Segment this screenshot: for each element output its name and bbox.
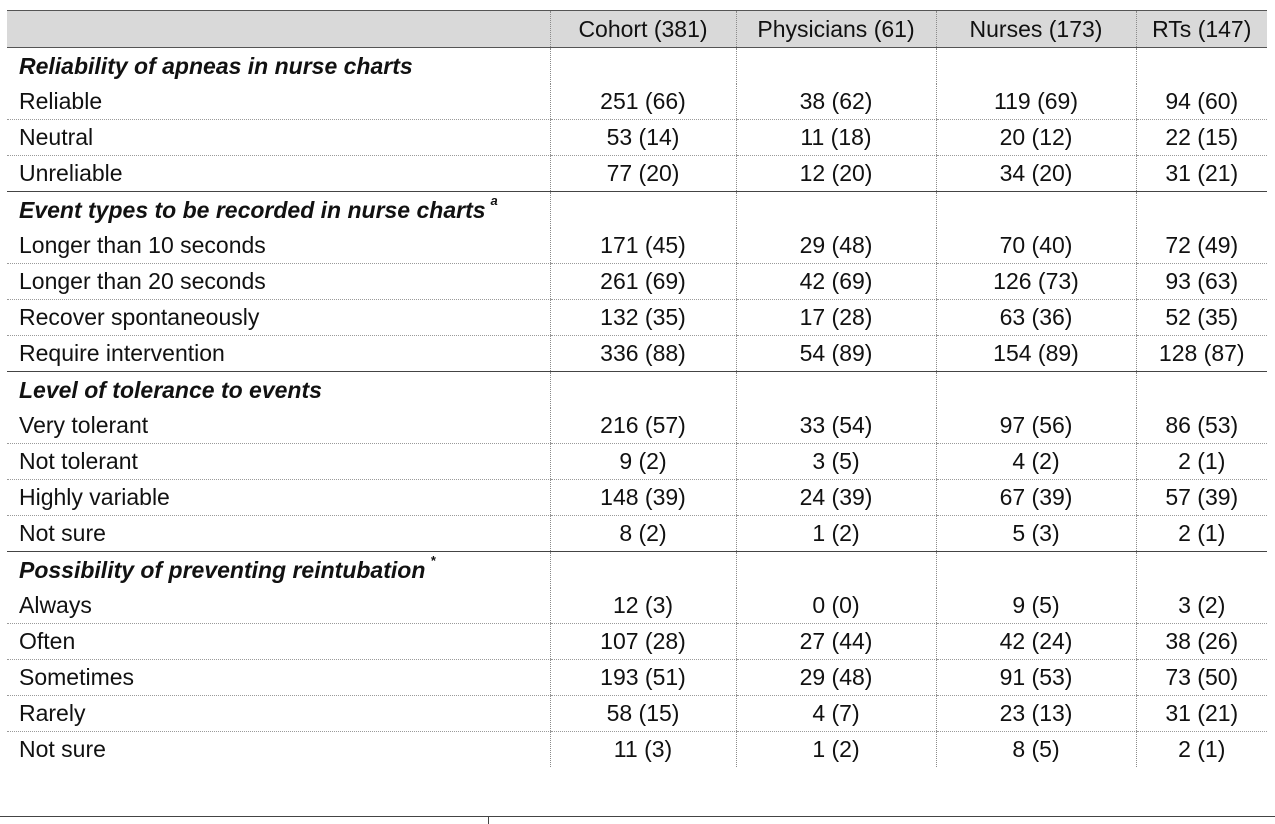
value-cell: 1 (2) — [736, 516, 936, 552]
header-cell-cohort: Cohort (381) — [550, 11, 736, 48]
value-cell: 2 (1) — [1136, 444, 1267, 480]
section-title-cell — [7, 48, 550, 85]
value-cell: 148 (39) — [550, 480, 736, 516]
value-cell: 33 (54) — [736, 408, 936, 444]
table-row — [7, 732, 1267, 768]
value-cell: 3 (5) — [736, 444, 936, 480]
empty-cell — [550, 192, 736, 229]
value-cell: 2 (1) — [1136, 516, 1267, 552]
row-label: Not sure — [7, 516, 550, 552]
empty-cell — [550, 552, 736, 589]
value-cell: 261 (69) — [550, 264, 736, 300]
section-title: Event types to be recorded in nurse charts — [19, 196, 486, 223]
value-cell: 72 (49) — [1136, 228, 1267, 264]
value-cell: 251 (66) — [550, 84, 736, 120]
empty-cell — [1136, 552, 1267, 589]
value-cell: 38 (26) — [1136, 624, 1267, 660]
table-row — [7, 696, 1267, 732]
empty-cell — [1136, 372, 1267, 409]
value-cell: 54 (89) — [736, 336, 936, 372]
footnote-mark: a — [490, 192, 498, 208]
row-label: Rarely — [7, 696, 550, 732]
value-cell: 3 (2) — [1136, 588, 1267, 624]
value-cell: 1 (2) — [736, 732, 936, 768]
value-cell: 5 (3) — [936, 516, 1136, 552]
header-cell-physicians: Physicians (61) — [736, 11, 936, 48]
value-cell: 107 (28) — [550, 624, 736, 660]
section-header-row — [7, 372, 1267, 409]
empty-cell — [936, 192, 1136, 229]
value-cell: 154 (89) — [936, 336, 1136, 372]
section-title-cell — [7, 192, 550, 229]
section-header-row — [7, 552, 1267, 589]
value-cell: 20 (12) — [936, 120, 1136, 156]
section-title: Reliability of apneas in nurse charts — [19, 52, 413, 79]
value-cell: 132 (35) — [550, 300, 736, 336]
footnote-mark: * — [430, 552, 436, 568]
value-cell: 73 (50) — [1136, 660, 1267, 696]
value-cell: 12 (3) — [550, 588, 736, 624]
value-cell: 4 (2) — [936, 444, 1136, 480]
table-row — [7, 660, 1267, 696]
value-cell: 4 (7) — [736, 696, 936, 732]
empty-cell — [550, 48, 736, 85]
value-cell: 34 (20) — [936, 156, 1136, 192]
value-cell: 171 (45) — [550, 228, 736, 264]
value-cell: 29 (48) — [736, 660, 936, 696]
value-cell: 12 (20) — [736, 156, 936, 192]
table-row — [7, 624, 1267, 660]
value-cell: 67 (39) — [936, 480, 1136, 516]
empty-cell — [936, 372, 1136, 409]
bottom-rule — [0, 816, 1275, 817]
table-row — [7, 120, 1267, 156]
empty-cell — [550, 372, 736, 409]
table-row — [7, 588, 1267, 624]
value-cell: 216 (57) — [550, 408, 736, 444]
table-row — [7, 444, 1267, 480]
header-cell-rts: RTs (147) — [1136, 11, 1267, 48]
section-title: Level of tolerance to events — [19, 376, 322, 403]
row-label: Unreliable — [7, 156, 550, 192]
value-cell: 17 (28) — [736, 300, 936, 336]
value-cell: 336 (88) — [550, 336, 736, 372]
row-label: Not tolerant — [7, 444, 550, 480]
row-label: Require intervention — [7, 336, 550, 372]
value-cell: 9 (2) — [550, 444, 736, 480]
value-cell: 94 (60) — [1136, 84, 1267, 120]
empty-cell — [936, 552, 1136, 589]
value-cell: 22 (15) — [1136, 120, 1267, 156]
row-label: Highly variable — [7, 480, 550, 516]
value-cell: 27 (44) — [736, 624, 936, 660]
empty-cell — [736, 192, 936, 229]
value-cell: 11 (3) — [550, 732, 736, 768]
value-cell: 2 (1) — [1136, 732, 1267, 768]
row-label: Not sure — [19, 736, 106, 762]
value-cell: 53 (14) — [550, 120, 736, 156]
header-cell-nurses: Nurses (173) — [936, 11, 1136, 48]
table-row — [7, 228, 1267, 264]
table-row — [7, 480, 1267, 516]
table-row — [7, 408, 1267, 444]
value-cell: 63 (36) — [936, 300, 1136, 336]
row-label: Sometimes — [7, 660, 550, 696]
table-row — [7, 300, 1267, 336]
value-cell: 42 (69) — [736, 264, 936, 300]
row-label: Always — [7, 588, 550, 624]
table-row — [7, 336, 1267, 372]
row-label: Longer than 20 seconds — [7, 264, 550, 300]
value-cell: 42 (24) — [936, 624, 1136, 660]
bottom-rule-tick — [488, 816, 489, 824]
row-label: Longer than 10 seconds — [7, 228, 550, 264]
empty-cell — [1136, 192, 1267, 229]
value-cell: 91 (53) — [936, 660, 1136, 696]
value-cell: 11 (18) — [736, 120, 936, 156]
table-body — [7, 48, 1267, 768]
row-label: Very tolerant — [7, 408, 550, 444]
value-cell: 9 (5) — [936, 588, 1136, 624]
value-cell: 119 (69) — [936, 84, 1136, 120]
header-cell-label — [7, 11, 550, 48]
empty-cell — [736, 372, 936, 409]
section-title-cell — [7, 372, 550, 409]
value-cell: 31 (21) — [1136, 156, 1267, 192]
value-cell: 23 (13) — [936, 696, 1136, 732]
value-cell: 93 (63) — [1136, 264, 1267, 300]
value-cell: 24 (39) — [736, 480, 936, 516]
header-row — [7, 11, 1267, 48]
table-row — [7, 264, 1267, 300]
value-cell: 128 (87) — [1136, 336, 1267, 372]
row-label: Neutral — [7, 120, 550, 156]
value-cell: 86 (53) — [1136, 408, 1267, 444]
section-header-row — [7, 48, 1267, 85]
value-cell: 58 (15) — [550, 696, 736, 732]
value-cell: 29 (48) — [736, 228, 936, 264]
value-cell: 57 (39) — [1136, 480, 1267, 516]
row-label: Reliable — [7, 84, 550, 120]
survey-results-table — [7, 10, 1267, 767]
table-row — [7, 156, 1267, 192]
value-cell: 8 (5) — [936, 732, 1136, 768]
value-cell: 0 (0) — [736, 588, 936, 624]
table-row — [7, 516, 1267, 552]
table-row — [7, 84, 1267, 120]
section-header-row — [7, 192, 1267, 229]
empty-cell — [1136, 48, 1267, 85]
value-cell: 52 (35) — [1136, 300, 1267, 336]
value-cell: 31 (21) — [1136, 696, 1267, 732]
section-title: Possibility of preventing reintubation — [19, 556, 426, 583]
row-label: Often — [7, 624, 550, 660]
empty-cell — [736, 48, 936, 85]
value-cell: 38 (62) — [736, 84, 936, 120]
value-cell: 70 (40) — [936, 228, 1136, 264]
row-label: Recover spontaneously — [7, 300, 550, 336]
empty-cell — [936, 48, 1136, 85]
value-cell: 8 (2) — [550, 516, 736, 552]
section-title-cell — [7, 552, 550, 589]
value-cell: 97 (56) — [936, 408, 1136, 444]
value-cell: 77 (20) — [550, 156, 736, 192]
value-cell: 126 (73) — [936, 264, 1136, 300]
value-cell: 193 (51) — [550, 660, 736, 696]
empty-cell — [736, 552, 936, 589]
